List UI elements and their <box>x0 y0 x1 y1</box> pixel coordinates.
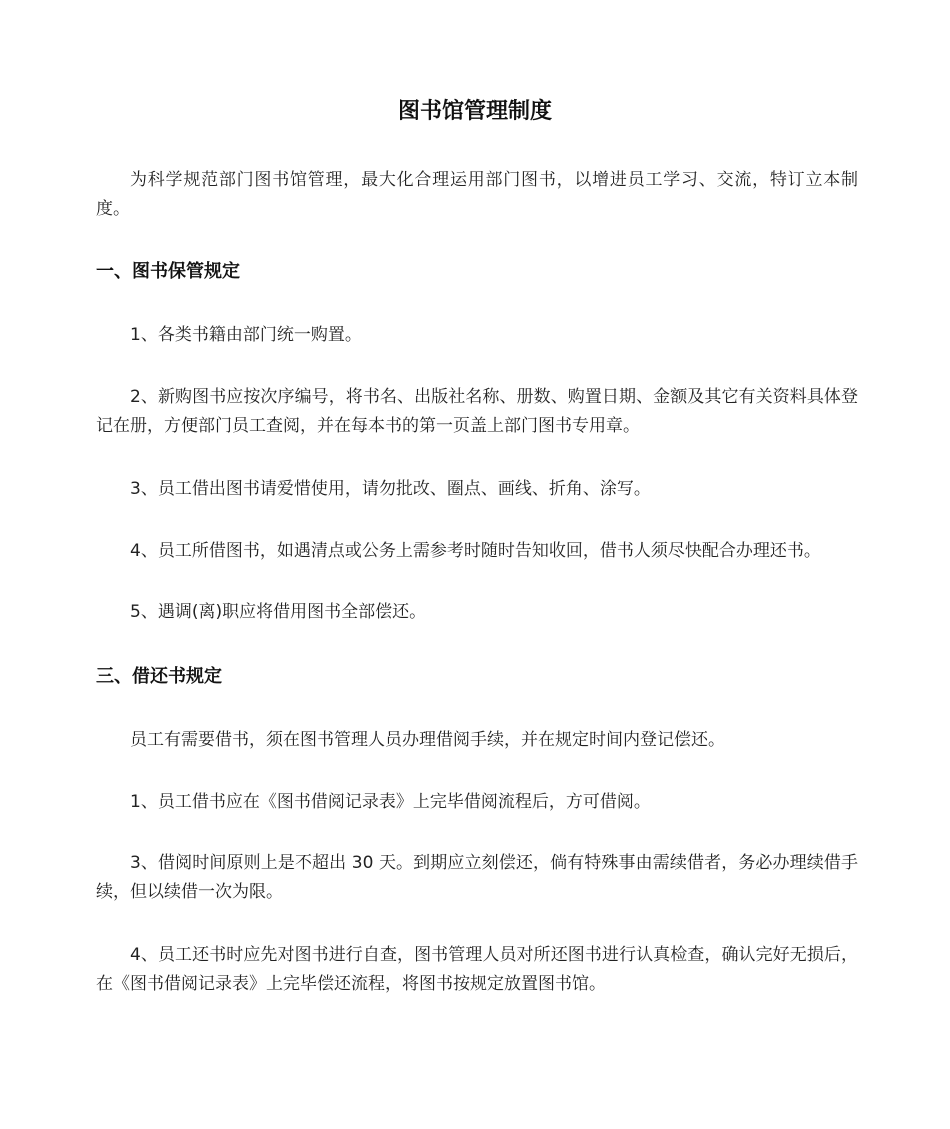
section-heading-storage: 一、图书保管规定 <box>96 261 240 282</box>
document-title: 图书馆管理制度 <box>397 99 552 124</box>
storage-rule-2: 2、新购图书应按次序编号，将书名、出版社名称、册数、购置日期、金额及其它有关资料具体登记在册，方便部门员工查阅，并在每本书的第一页盖上部门图书专用章。 <box>96 387 858 436</box>
borrowing-intro: 员工有需要借书，须在图书管理人员办理借阅手续，并在规定时间内登记偿还。 <box>130 730 725 750</box>
borrowing-rule-4: 4、员工还书时应先对图书进行自查，图书管理人员对所还图书进行认真检查，确认完好无损后，在《图书借阅记录表》上完毕偿还流程，将图书按规定放置图书馆。 <box>96 945 858 994</box>
section-heading-borrowing: 三、借还书规定 <box>96 666 222 687</box>
borrowing-rule-1: 1、员工借书应在《图书借阅记录表》上完毕借阅流程后，方可借阅。 <box>130 792 651 812</box>
storage-rule-5: 5、遇调(离)职应将借用图书全部偿还。 <box>130 602 427 622</box>
storage-rule-1: 1、各类书籍由部门统一购置。 <box>130 325 362 345</box>
storage-rule-3: 3、员工借出图书请爱惜使用，请勿批改、圈点、画线、折角、涂写。 <box>130 479 651 499</box>
borrowing-rule-3: 3、借阅时间原则上是不超出 30 天。到期应立刻偿还，倘有特殊事由需续借者，务必办理续借手续，但以续借一次为限。 <box>96 853 858 902</box>
storage-rule-4: 4、员工所借图书，如遇清点或公务上需参考时随时告知收回，借书人须尽快配合办理还书。 <box>130 541 821 561</box>
intro-paragraph: 为科学规范部门图书馆管理，最大化合理运用部门图书，以增进员工学习、交流，特订立本制度。 <box>96 170 858 219</box>
